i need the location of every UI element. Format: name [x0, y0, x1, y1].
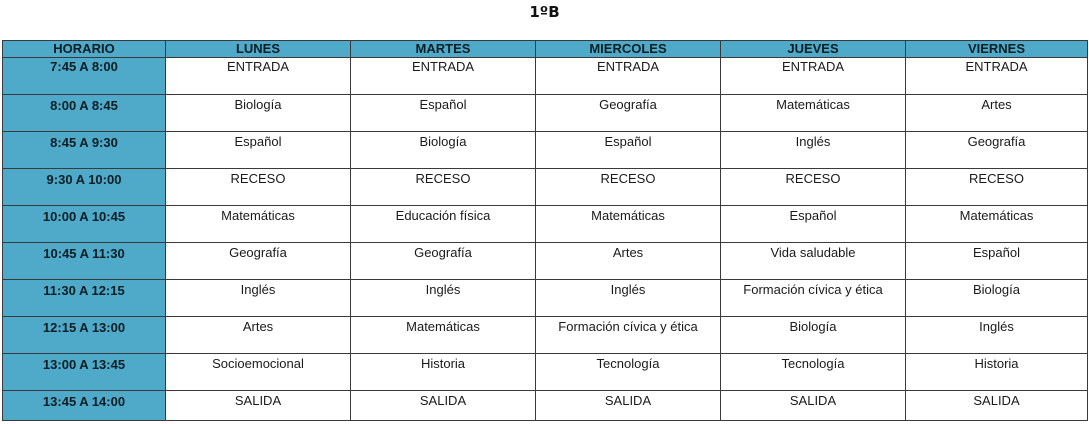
table-row [3, 280, 1088, 317]
class-cell: SALIDA [721, 391, 906, 421]
class-cell: ENTRADA [351, 58, 536, 95]
table-row [3, 206, 1088, 243]
time-slot: 8:45 A 9:30 [3, 132, 166, 169]
class-cell: Inglés [166, 280, 351, 317]
table-row [3, 169, 1088, 206]
time-slot: 11:30 A 12:15 [3, 280, 166, 317]
class-cell: Artes [166, 317, 351, 354]
table-row [3, 132, 1088, 169]
class-cell: Matemáticas [536, 206, 721, 243]
class-cell: Artes [906, 95, 1088, 132]
class-cell: RECESO [906, 169, 1088, 206]
class-cell: Artes [536, 243, 721, 280]
class-cell: Geografía [351, 243, 536, 280]
class-cell: Vida saludable [721, 243, 906, 280]
class-cell: ENTRADA [721, 58, 906, 95]
time-slot: 10:45 A 11:30 [3, 243, 166, 280]
class-cell: Historia [906, 354, 1088, 391]
class-cell: SALIDA [166, 391, 351, 421]
header-horario: HORARIO [3, 41, 166, 58]
time-slot: 13:00 A 13:45 [3, 354, 166, 391]
class-cell: SALIDA [351, 391, 536, 421]
schedule-title: 1ºB [529, 3, 560, 21]
class-cell: Geografía [536, 95, 721, 132]
header-martes: MARTES [351, 41, 536, 58]
header-miercoles: MIERCOLES [536, 41, 721, 58]
class-cell: Geografía [906, 132, 1088, 169]
class-cell: Biología [906, 280, 1088, 317]
table-row [3, 317, 1088, 354]
table-row [3, 354, 1088, 391]
class-cell: Geografía [166, 243, 351, 280]
class-cell: Tecnología [536, 354, 721, 391]
class-cell: Español [906, 243, 1088, 280]
time-slot: 7:45 A 8:00 [3, 58, 166, 95]
class-cell: RECESO [536, 169, 721, 206]
class-cell: Matemáticas [166, 206, 351, 243]
class-cell: Español [536, 132, 721, 169]
class-cell: Biología [351, 132, 536, 169]
class-cell: Inglés [351, 280, 536, 317]
table-row [3, 95, 1088, 132]
class-cell: Español [351, 95, 536, 132]
class-cell: Inglés [721, 132, 906, 169]
table-row [3, 58, 1088, 95]
class-cell: Historia [351, 354, 536, 391]
time-slot: 12:15 A 13:00 [3, 317, 166, 354]
time-slot: 10:00 A 10:45 [3, 206, 166, 243]
class-cell: Biología [166, 95, 351, 132]
class-cell: SALIDA [536, 391, 721, 421]
class-cell: Matemáticas [906, 206, 1088, 243]
class-cell: Formación cívica y ética [536, 317, 721, 354]
header-viernes: VIERNES [906, 41, 1088, 58]
class-cell: Español [166, 132, 351, 169]
header-jueves: JUEVES [721, 41, 906, 58]
table-row [3, 391, 1088, 421]
table-row [3, 243, 1088, 280]
class-cell: SALIDA [906, 391, 1088, 421]
class-cell: Inglés [536, 280, 721, 317]
class-cell: Educación física [351, 206, 536, 243]
class-cell: Inglés [906, 317, 1088, 354]
class-cell: ENTRADA [166, 58, 351, 95]
class-cell: RECESO [721, 169, 906, 206]
class-cell: ENTRADA [536, 58, 721, 95]
class-cell: Socioemocional [166, 354, 351, 391]
schedule-table [2, 40, 1088, 421]
time-slot: 13:45 A 14:00 [3, 391, 166, 421]
header-row [3, 41, 1088, 58]
class-cell: Matemáticas [351, 317, 536, 354]
class-cell: RECESO [351, 169, 536, 206]
class-cell: RECESO [166, 169, 351, 206]
class-cell: Tecnología [721, 354, 906, 391]
class-cell: Formación cívica y ética [721, 280, 906, 317]
time-slot: 8:00 A 8:45 [3, 95, 166, 132]
class-cell: Matemáticas [721, 95, 906, 132]
time-slot: 9:30 A 10:00 [3, 169, 166, 206]
class-cell: Biología [721, 317, 906, 354]
class-cell: ENTRADA [906, 58, 1088, 95]
class-cell: Español [721, 206, 906, 243]
header-lunes: LUNES [166, 41, 351, 58]
